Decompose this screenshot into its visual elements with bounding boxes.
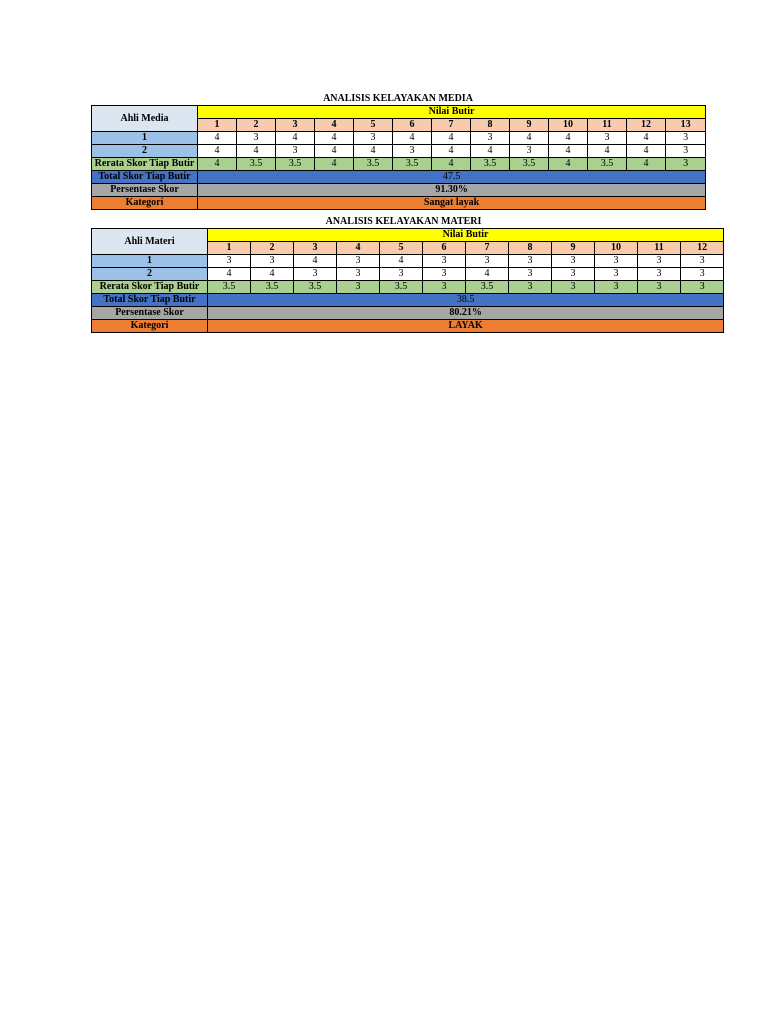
media-cell: 3 — [666, 145, 706, 158]
media-item-header: 10 — [549, 119, 588, 132]
media-cell: 4 — [237, 145, 276, 158]
materi-average-row — [92, 281, 724, 294]
materi-cell: 4 — [208, 268, 251, 281]
media-total-value: 47.5 — [198, 171, 706, 184]
materi-cell: 3 — [638, 255, 681, 268]
materi-item-header: 12 — [681, 242, 724, 255]
materi-cell: 4 — [380, 255, 423, 268]
media-item-header: 1 — [198, 119, 237, 132]
media-average-cell: 4 — [315, 158, 354, 171]
materi-average-cell: 3.5 — [251, 281, 294, 294]
media-cell: 4 — [276, 132, 315, 145]
materi-category-value: LAYAK — [208, 320, 724, 333]
media-cell: 4 — [315, 145, 354, 158]
media-average-label: Rerata Skor Tiap Butir — [92, 158, 198, 171]
media-category-label: Kategori — [92, 197, 198, 210]
media-cell: 4 — [510, 132, 549, 145]
materi-average-cell: 3.5 — [208, 281, 251, 294]
media-total-row — [92, 171, 706, 184]
media-cell: 4 — [198, 145, 237, 158]
media-table-row — [92, 132, 706, 145]
materi-item-header: 2 — [251, 242, 294, 255]
materi-average-cell: 3 — [638, 281, 681, 294]
materi-item-header: 11 — [638, 242, 681, 255]
media-cell: 4 — [627, 145, 666, 158]
materi-item-header: 8 — [509, 242, 552, 255]
media-cell: 3 — [510, 145, 549, 158]
materi-row-header: Ahli Materi — [92, 229, 208, 255]
materi-average-cell: 3 — [681, 281, 724, 294]
materi-item-header: 3 — [294, 242, 337, 255]
materi-item-header: 4 — [337, 242, 380, 255]
media-item-header: 5 — [354, 119, 393, 132]
materi-table — [91, 228, 724, 333]
media-average-row — [92, 158, 706, 171]
materi-cell: 3 — [552, 268, 595, 281]
materi-average-cell: 3 — [509, 281, 552, 294]
materi-cell: 3 — [681, 268, 724, 281]
media-cell: 4 — [588, 145, 627, 158]
materi-item-header: 10 — [595, 242, 638, 255]
materi-item-header: 6 — [423, 242, 466, 255]
materi-cell: 3 — [466, 255, 509, 268]
media-category-row — [92, 197, 706, 210]
media-cell: 4 — [549, 132, 588, 145]
materi-cell: 4 — [251, 268, 294, 281]
materi-percent-label: Persentase Skor — [92, 307, 208, 320]
media-row-header: Ahli Media — [92, 106, 198, 132]
materi-average-cell: 3 — [423, 281, 466, 294]
materi-cell: 3 — [595, 255, 638, 268]
media-cell: 3 — [393, 145, 432, 158]
media-cell: 3 — [276, 145, 315, 158]
materi-cell: 3 — [509, 255, 552, 268]
materi-total-value: 38.5 — [208, 294, 724, 307]
materi-total-row — [92, 294, 724, 307]
materi-item-header: 9 — [552, 242, 595, 255]
materi-cell: 4 — [466, 268, 509, 281]
materi-group-header: Nilai Butir — [208, 229, 724, 242]
media-cell: 4 — [354, 145, 393, 158]
media-table — [91, 105, 706, 210]
media-cell: 4 — [198, 132, 237, 145]
media-percent-value: 91.30% — [198, 184, 706, 197]
media-item-header: 12 — [627, 119, 666, 132]
media-average-cell: 4 — [198, 158, 237, 171]
materi-cell: 3 — [638, 268, 681, 281]
materi-cell: 3 — [595, 268, 638, 281]
media-average-cell: 3.5 — [471, 158, 510, 171]
media-cell: 4 — [393, 132, 432, 145]
media-item-header: 11 — [588, 119, 627, 132]
media-average-cell: 3.5 — [588, 158, 627, 171]
materi-cell: 3 — [337, 255, 380, 268]
materi-item-header: 7 — [466, 242, 509, 255]
materi-average-cell: 3.5 — [380, 281, 423, 294]
media-category-value: Sangat layak — [198, 197, 706, 210]
materi-cell: 3 — [509, 268, 552, 281]
media-average-cell: 3 — [666, 158, 706, 171]
media-average-cell: 3.5 — [510, 158, 549, 171]
materi-average-cell: 3.5 — [466, 281, 509, 294]
media-cell: 3 — [237, 132, 276, 145]
materi-cell: 3 — [208, 255, 251, 268]
materi-category-row — [92, 320, 724, 333]
media-average-cell: 3.5 — [354, 158, 393, 171]
materi-cell: 3 — [294, 268, 337, 281]
materi-category-label: Kategori — [92, 320, 208, 333]
materi-percent-value: 80.21% — [208, 307, 724, 320]
materi-average-cell: 3 — [552, 281, 595, 294]
materi-cell: 3 — [681, 255, 724, 268]
media-cell: 3 — [471, 132, 510, 145]
media-row-label: 2 — [92, 145, 198, 158]
media-cell: 3 — [666, 132, 706, 145]
materi-cell: 3 — [337, 268, 380, 281]
media-item-header: 4 — [315, 119, 354, 132]
materi-average-cell: 3 — [595, 281, 638, 294]
media-item-header: 7 — [432, 119, 471, 132]
materi-average-cell: 3 — [337, 281, 380, 294]
media-cell: 4 — [471, 145, 510, 158]
materi-cell: 3 — [552, 255, 595, 268]
materi-cell: 4 — [294, 255, 337, 268]
media-table-title: ANALISIS KELAYAKAN MEDIA — [323, 93, 473, 104]
media-cell: 4 — [432, 132, 471, 145]
media-item-header: 3 — [276, 119, 315, 132]
materi-cell: 3 — [251, 255, 294, 268]
materi-total-label: Total Skor Tiap Butir — [92, 294, 208, 307]
media-cell: 3 — [588, 132, 627, 145]
media-cell: 4 — [627, 132, 666, 145]
media-item-header: 8 — [471, 119, 510, 132]
media-average-cell: 4 — [627, 158, 666, 171]
materi-percent-row — [92, 307, 724, 320]
materi-average-cell: 3.5 — [294, 281, 337, 294]
media-cell: 4 — [315, 132, 354, 145]
media-average-cell: 3.5 — [237, 158, 276, 171]
media-row-label: 1 — [92, 132, 198, 145]
media-average-cell: 4 — [432, 158, 471, 171]
media-item-header: 6 — [393, 119, 432, 132]
materi-row-label: 2 — [92, 268, 208, 281]
materi-cell: 3 — [380, 268, 423, 281]
media-cell: 3 — [354, 132, 393, 145]
materi-cell: 3 — [423, 268, 466, 281]
media-percent-label: Persentase Skor — [92, 184, 198, 197]
media-cell: 4 — [432, 145, 471, 158]
media-total-label: Total Skor Tiap Butir — [92, 171, 198, 184]
materi-cell: 3 — [423, 255, 466, 268]
media-item-header: 13 — [666, 119, 706, 132]
media-group-header: Nilai Butir — [198, 106, 706, 119]
media-average-cell: 3.5 — [276, 158, 315, 171]
media-item-header: 2 — [237, 119, 276, 132]
media-cell: 4 — [549, 145, 588, 158]
materi-item-header: 1 — [208, 242, 251, 255]
materi-average-label: Rerata Skor Tiap Butir — [92, 281, 208, 294]
materi-item-header: 5 — [380, 242, 423, 255]
materi-table-row — [92, 255, 724, 268]
materi-row-label: 1 — [92, 255, 208, 268]
media-average-cell: 3.5 — [393, 158, 432, 171]
media-table-row — [92, 145, 706, 158]
media-average-cell: 4 — [549, 158, 588, 171]
media-percent-row — [92, 184, 706, 197]
media-item-header: 9 — [510, 119, 549, 132]
materi-table-title: ANALISIS KELAYAKAN MATERI — [325, 216, 482, 227]
materi-table-row — [92, 268, 724, 281]
